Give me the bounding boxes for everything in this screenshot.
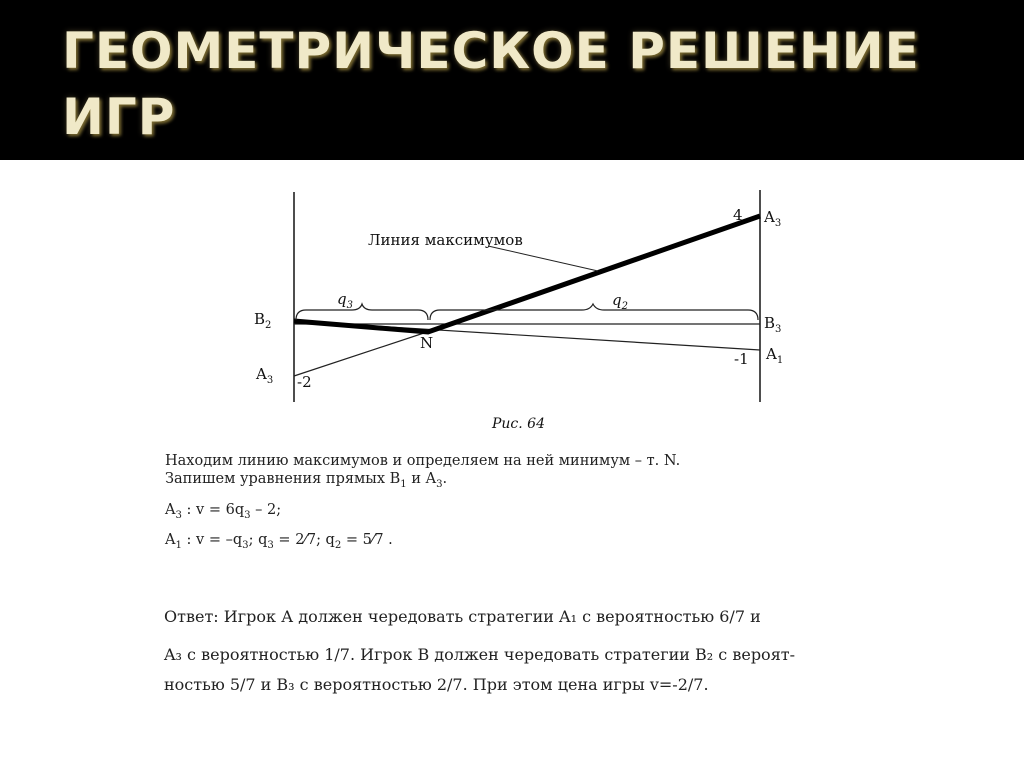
max-line-label: Линия максимумов bbox=[368, 231, 523, 249]
line-a3 bbox=[294, 331, 430, 376]
figure-caption: Рис. 64 bbox=[492, 416, 545, 432]
label-q2: $q_2$ bbox=[612, 291, 628, 312]
label-pointer bbox=[488, 246, 598, 271]
paragraph-line-1: Находим линию максимумов и определяем на ней минимум – т. N. bbox=[165, 453, 681, 469]
paragraph-line-2: Запишем уравнения прямых $B_1$ и $A_3$. bbox=[165, 471, 448, 490]
value-minus-1: -1 bbox=[734, 350, 749, 368]
equation-a3: $A_3$ : $v = 6q_3 - 2$; bbox=[165, 502, 282, 521]
point-n: N bbox=[420, 334, 434, 352]
label-a1-right: $A_1$ bbox=[766, 345, 784, 366]
value-4: 4 bbox=[733, 206, 743, 224]
label-b2-left: $B_2$ bbox=[254, 310, 272, 331]
paragraph bbox=[165, 452, 680, 494]
answer-line-1: Ответ: Игрок А должен чередовать стратегии A₁ с вероятностью 6/7 и bbox=[164, 607, 761, 626]
label-a3-right: $A_3$ bbox=[764, 208, 782, 229]
answer-line-2: A₃ с вероятностью 1/7. Игрок В должен чередовать стратегии B₂ с вероят- bbox=[164, 645, 796, 664]
equation-a1: $A_1$ : $v = -q_3$; $q_3$ = 2⁄7; $q_2$ = 5⁄7 . bbox=[165, 532, 393, 551]
slide-title: ГЕОМЕТРИЧЕСКОЕ РЕШЕНИЕ ИГР bbox=[62, 22, 920, 146]
answer-line-3: ностью 5/7 и B₃ с вероятностью 2/7. При этом цена игры v=-2/7. bbox=[164, 675, 709, 694]
label-a3-left: $A_3$ bbox=[256, 365, 274, 386]
title-bar bbox=[0, 0, 1024, 160]
slide-content bbox=[0, 160, 1024, 767]
brace-q3 bbox=[296, 304, 428, 320]
game-diagram bbox=[0, 160, 1024, 450]
value-minus-2: -2 bbox=[297, 373, 312, 391]
label-q3: $q_3$ bbox=[337, 290, 353, 311]
label-b3-right: $B_3$ bbox=[764, 314, 782, 335]
maximum-line bbox=[294, 216, 760, 332]
